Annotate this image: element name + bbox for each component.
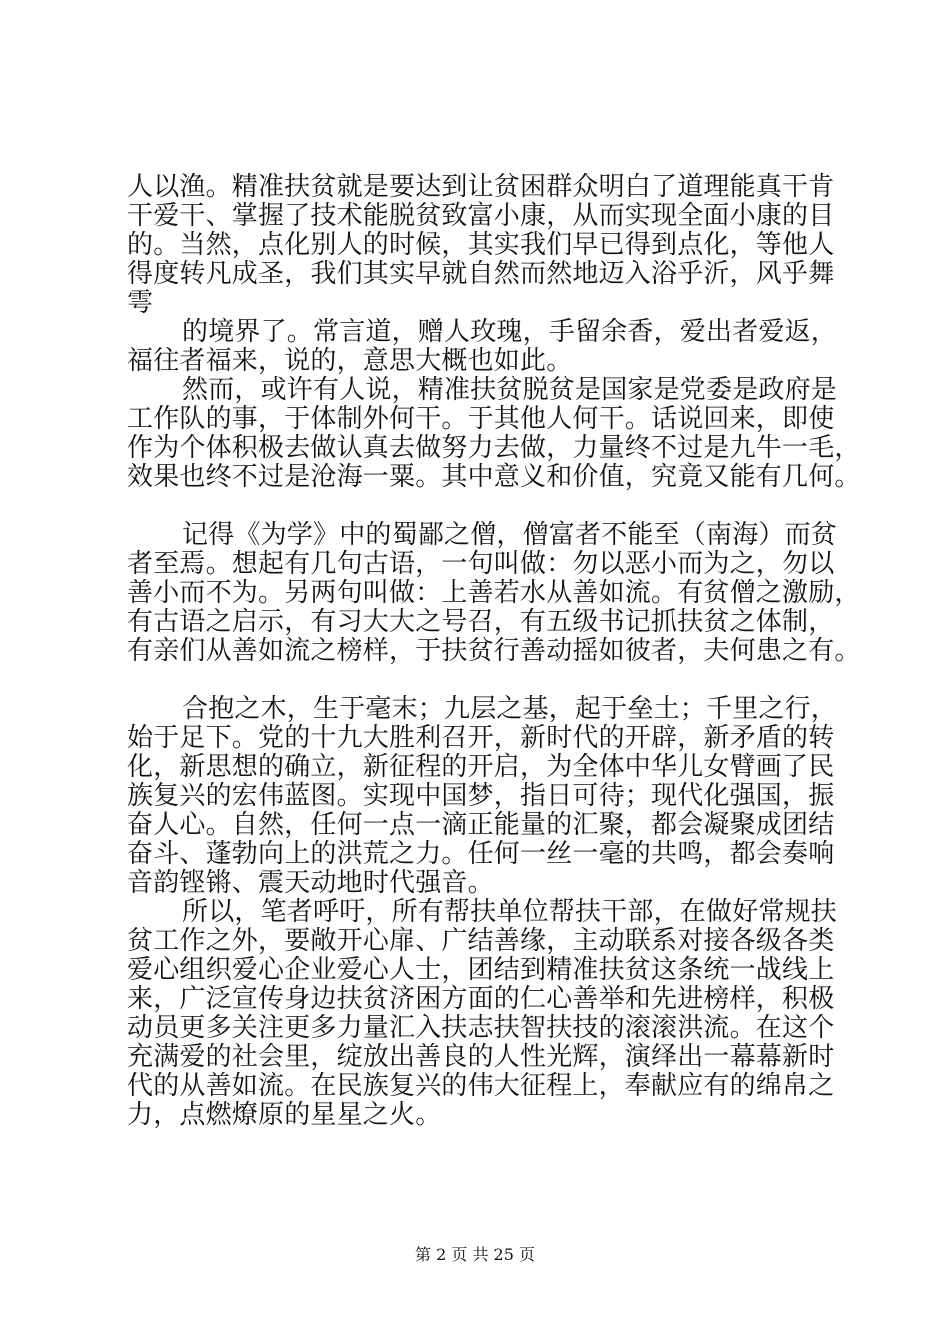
paragraph-3 xyxy=(127,375,861,492)
text-line: 者至焉。想起有几句古语，一句叫做：勿以恶小而为之，勿以 xyxy=(127,549,835,579)
text-line: 奋斗、蓬勃向上的洪荒之力。任何一丝一毫的共鸣，都会奏响 xyxy=(127,839,835,869)
paragraph-spacer xyxy=(127,666,847,695)
text-line: 工作队的事，于体制外何干。于其他人何干。话说回来，即使 xyxy=(127,404,835,434)
text-line: 人以渔。精准扶贫就是要达到让贫困群众明白了道理能真干肯 xyxy=(127,172,835,202)
text-line: 福往者福来，说的，意思大概也如此。 xyxy=(127,346,573,376)
text-line: 音韵铿锵、震天动地时代强音。 xyxy=(127,868,494,898)
text-line: 族复兴的宏伟蓝图。实现中国梦，指日可待；现代化强国，振 xyxy=(127,781,835,811)
text-line: 的。当然，点化别人的时候，其实我们早已得到点化，等他人 xyxy=(127,230,835,260)
paragraph-6 xyxy=(127,898,847,1130)
paragraph-2 xyxy=(127,318,847,376)
text-line: 化，新思想的确立，新征程的开启，为全体中华儿女臂画了民 xyxy=(127,752,835,782)
text-line: 来，广泛宣传身边扶贫济困方面的仁心善举和先进榜样，积极 xyxy=(127,984,835,1014)
text-line: 然而，或许有人说，精准扶贫脱贫是国家是党委是政府是 xyxy=(182,375,838,405)
text-line: 效果也终不过是沧海一粟。其中意义和价值，究竟又能有几何。 xyxy=(127,462,861,492)
text-line: 代的从善如流。在民族复兴的伟大征程上，奉献应有的绵帛之 xyxy=(127,1071,835,1101)
paragraph-4 xyxy=(127,520,861,666)
text-line: 奋人心。自然，任何一点一滴正能量的汇聚，都会凝聚成团结 xyxy=(127,810,835,840)
text-line: 得度转凡成圣，我们其实早就自然而然地迈入浴乎沂，风乎舞 xyxy=(127,259,835,289)
paragraph-5 xyxy=(127,695,847,898)
text-line: 干爱干、掌握了技术能脱贫致富小康，从而实现全面小康的目 xyxy=(127,201,835,231)
text-line: 动员更多关注更多力量汇入扶志扶智扶技的滚滚洪流。在这个 xyxy=(127,1013,835,1043)
text-line: 始于足下。党的十九大胜利召开，新时代的开辟，新矛盾的转 xyxy=(127,723,835,753)
text-line: 贫工作之外，要敞开心扉、广结善缘，主动联系对接各级各类 xyxy=(127,926,835,956)
text-line: 的境界了。常言道，赠人玫瑰，手留余香，爱出者爱返， xyxy=(182,317,838,347)
text-line: 所以，笔者呼吁，所有帮扶单位帮扶干部，在做好常规扶 xyxy=(182,897,838,927)
text-line: 充满爱的社会里，绽放出善良的人性光辉，演绎出一幕幕新时 xyxy=(127,1042,835,1072)
text-line: 雩 xyxy=(127,288,154,318)
text-line: 有古语之启示，有习大大之号召，有五级书记抓扶贫之体制， xyxy=(127,607,835,637)
text-line: 记得《为学》中的蜀鄙之僧，僧富者不能至（南海）而贫 xyxy=(182,520,838,550)
document-body xyxy=(127,172,861,1130)
text-line: 有亲们从善如流之榜样，于扶贫行善动摇如彼者，夫何患之有。 xyxy=(127,636,861,666)
paragraph-spacer xyxy=(127,492,847,521)
text-line: 爱心组织爱心企业爱心人士，团结到精准扶贫这条统一战线上 xyxy=(127,955,835,985)
text-line: 合抱之木，生于毫末；九层之基，起于垒土；千里之行， xyxy=(182,694,838,724)
text-line: 作为个体积极去做认真去做努力去做，力量终不过是九牛一毛， xyxy=(127,433,861,463)
page-number-footer: 第 2 页 共 25 页 xyxy=(415,1245,535,1264)
paragraph-1 xyxy=(127,173,847,318)
text-line: 善小而不为。另两句叫做：上善若水从善如流。有贫僧之激励， xyxy=(127,578,861,608)
text-line: 力，点燃燎原的星星之火。 xyxy=(127,1100,442,1130)
